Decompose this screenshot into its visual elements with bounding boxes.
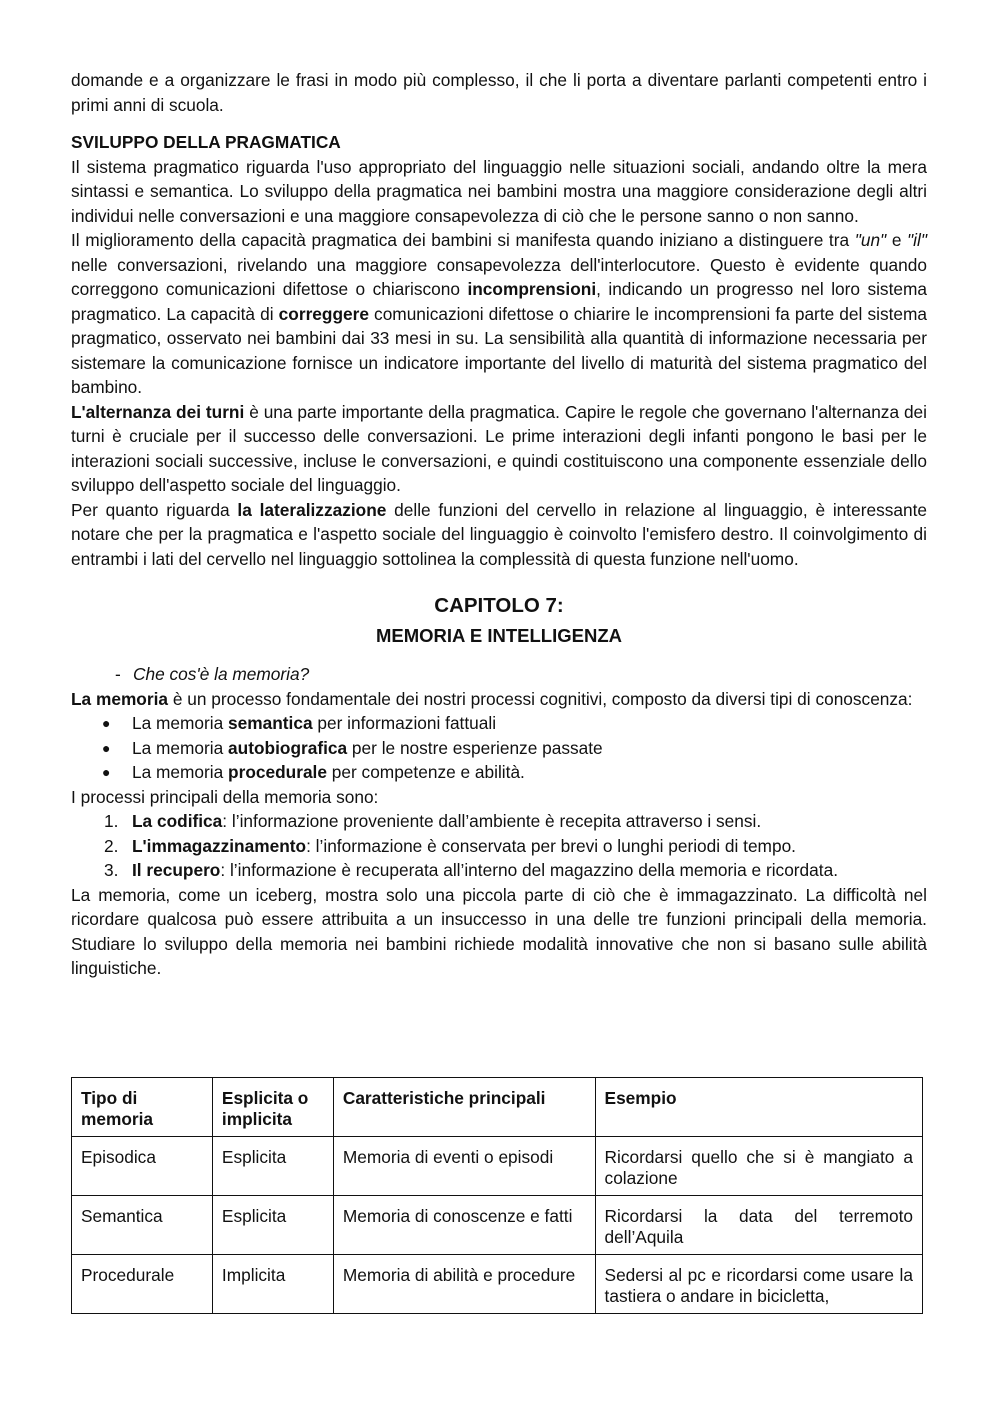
table-row xyxy=(72,1137,923,1196)
intro-paragraph: domande e a organizzare le frasi in modo più complesso, il che li porta a diventare parlanti competenti entro i primi anni di scuola. xyxy=(71,70,927,115)
table-cell: Esplicita xyxy=(212,1196,333,1255)
chapter-title: MEMORIA E INTELLIGENZA xyxy=(376,625,622,646)
list-number: 3. xyxy=(104,860,119,880)
text-run: La memoria xyxy=(132,737,229,758)
table-cell: Memoria di eventi o episodi xyxy=(333,1137,595,1196)
table-cell: Implicita xyxy=(212,1255,333,1314)
list-item xyxy=(71,760,927,785)
table-header-cell: Esplicita o implicita xyxy=(212,1078,333,1137)
bold-correggere: correggere xyxy=(278,303,369,324)
bullet-icon: ● xyxy=(102,739,111,756)
bullet-icon: ● xyxy=(102,764,111,780)
text-run: è una parte importante della pragmatica. Capire le regole che governano l'alternanza dei turni è cruciale per il successo delle conversazioni. Le prime interazioni degli infanti pongono le basi per le interazioni sociali successive, incluse le conversazioni, e quindi costituiscono una componente essenziale dello sviluppo dell'aspetto sociale del linguaggio. xyxy=(71,401,928,495)
memory-types-table xyxy=(71,1077,923,1314)
list-item xyxy=(71,809,927,834)
processes-intro: I processi principali della memoria sono: xyxy=(71,786,379,807)
text-run: e xyxy=(886,230,908,250)
table-row xyxy=(72,1196,923,1255)
table-cell: Ricordarsi la data del terremoto dell’Aquila xyxy=(595,1196,922,1255)
italic-il: "il" xyxy=(907,230,927,250)
memory-definition xyxy=(71,687,927,712)
dash-marker: - xyxy=(115,664,121,684)
pragmatics-paragraph-1: Il sistema pragmatico riguarda l'uso appropriato del linguaggio nelle situazioni sociali, andando oltre la mera sintassi e semantica. Lo sviluppo della pragmatica nei bambini mostra una maggiore considerazione degli altri individui nelle conversazioni e una maggiore consapevolezza di ciò che le persone sanno o non sanno. xyxy=(71,156,927,226)
memory-types-list xyxy=(71,711,927,785)
text-run: Per quanto riguarda xyxy=(71,499,238,520)
document-page xyxy=(71,68,927,981)
bold-incomprensioni: incomprensioni xyxy=(467,279,597,299)
text-run: , indicando un progresso nel loro sistema pragmatico. La capacità di xyxy=(71,279,927,324)
question-item xyxy=(71,662,927,687)
list-number: 2. xyxy=(104,835,119,856)
text-run: La memoria xyxy=(132,713,229,733)
pragmatics-paragraph-4 xyxy=(71,498,927,572)
table-cell: Episodica xyxy=(72,1137,213,1196)
table-cell: Memoria di abilità e procedure xyxy=(333,1255,595,1314)
list-item xyxy=(71,711,927,736)
table-cell: Semantica xyxy=(72,1196,213,1255)
text-run: è un processo fondamentale dei nostri processi cognitivi, composto da diversi tipi di conoscenza: xyxy=(168,688,913,709)
text-run: La memoria xyxy=(132,762,229,782)
table-cell: Memoria di conoscenze e fatti xyxy=(333,1196,595,1255)
table-header-cell: Caratteristiche principali xyxy=(333,1078,595,1137)
text-run: delle funzioni del cervello in relazione al linguaggio, è interessante notare che per la pragmatica e l'aspetto sociale del linguaggio è coinvolto l'emisfero destro. Il coinvolgimento di entrambi i lati del cervello nel linguaggio sottolinea la complessità di questa funzione nell'uomo. xyxy=(71,499,927,569)
pragmatics-paragraph-3 xyxy=(71,400,927,498)
pragmatics-paragraph-2 xyxy=(71,228,927,400)
bold-term: Il recupero xyxy=(132,860,221,880)
bold-term: procedurale xyxy=(228,762,327,782)
text-run: per competenze e abilità. xyxy=(326,762,525,782)
text-run: : l’informazione proveniente dall’ambiente è recepita attraverso i sensi. xyxy=(222,811,762,831)
bold-term: autobiografica xyxy=(228,737,348,758)
table-cell: Procedurale xyxy=(72,1255,213,1314)
chapter-heading xyxy=(71,591,927,650)
list-item xyxy=(71,858,927,883)
bold-term: La codifica xyxy=(132,811,223,831)
text-run: Il miglioramento della capacità pragmatica dei bambini si manifesta quando iniziano a distinguere tra xyxy=(71,230,855,250)
italic-un: "un" xyxy=(854,230,887,250)
text-run: nelle conversazioni, rivelando una maggiore consapevolezza dell'interlocutore. Questo è evidente quando correggono comunicazioni difettose o chiariscono xyxy=(71,254,927,299)
chapter-number: CAPITOLO 7: xyxy=(434,594,564,617)
list-item xyxy=(71,834,927,859)
bold-term: L'immagazzinamento xyxy=(132,835,307,856)
bold-term: semantica xyxy=(228,713,313,733)
table-header-cell: Tipo di memoria xyxy=(72,1078,213,1137)
text-run: per informazioni fattuali xyxy=(312,713,497,733)
bold-alternanza-turni: L'alternanza dei turni xyxy=(71,401,245,422)
bullet-icon: ● xyxy=(102,715,111,731)
bold-lateralizzazione: la lateralizzazione xyxy=(237,499,387,520)
table-header-cell: Esempio xyxy=(595,1078,922,1137)
table-row xyxy=(72,1255,923,1314)
table-header-row xyxy=(72,1078,923,1137)
table-cell: Sedersi al pc e ricordarsi come usare la tastiera o andare in bicicletta, xyxy=(595,1255,922,1314)
bold-la-memoria: La memoria xyxy=(71,688,169,709)
text-run: : l’informazione è conservata per brevi o lunghi periodi di tempo. xyxy=(306,835,796,856)
list-number: 1. xyxy=(104,811,119,831)
iceberg-paragraph: La memoria, come un iceberg, mostra solo una piccola parte di ciò che è immagazzinato. La difficoltà nel ricordare qualcosa può essere attribuita a un insuccesso in una delle tre funzioni principali della memoria. Studiare lo sviluppo della memoria nei bambini richiede modalità innovative che non si basano sulle abilità linguistiche. xyxy=(71,884,927,978)
text-run: comunicazioni difettose o chiarire le incomprensioni fa parte del sistema pragmatico, osservato nei bambini dai 33 mesi in su. La sensibilità alla quantità di informazione necessaria per sistemare la comunicazione fornisce un indicatore importante del livello di maturità del sistema pragmatico del bambino. xyxy=(71,303,927,397)
text-run: per le nostre esperienze passate xyxy=(347,737,603,758)
text-run: : l’informazione è recuperata all’interno del magazzino della memoria e ricordata. xyxy=(220,860,838,880)
question-text: Che cos'è la memoria? xyxy=(133,664,310,684)
table-cell: Ricordarsi quello che si è mangiato a colazione xyxy=(595,1137,922,1196)
list-item xyxy=(71,736,927,761)
processes-list xyxy=(71,809,927,883)
section-title-pragmatics: SVILUPPO DELLA PRAGMATICA xyxy=(71,132,341,152)
table-cell: Esplicita xyxy=(212,1137,333,1196)
spacer xyxy=(71,117,927,130)
